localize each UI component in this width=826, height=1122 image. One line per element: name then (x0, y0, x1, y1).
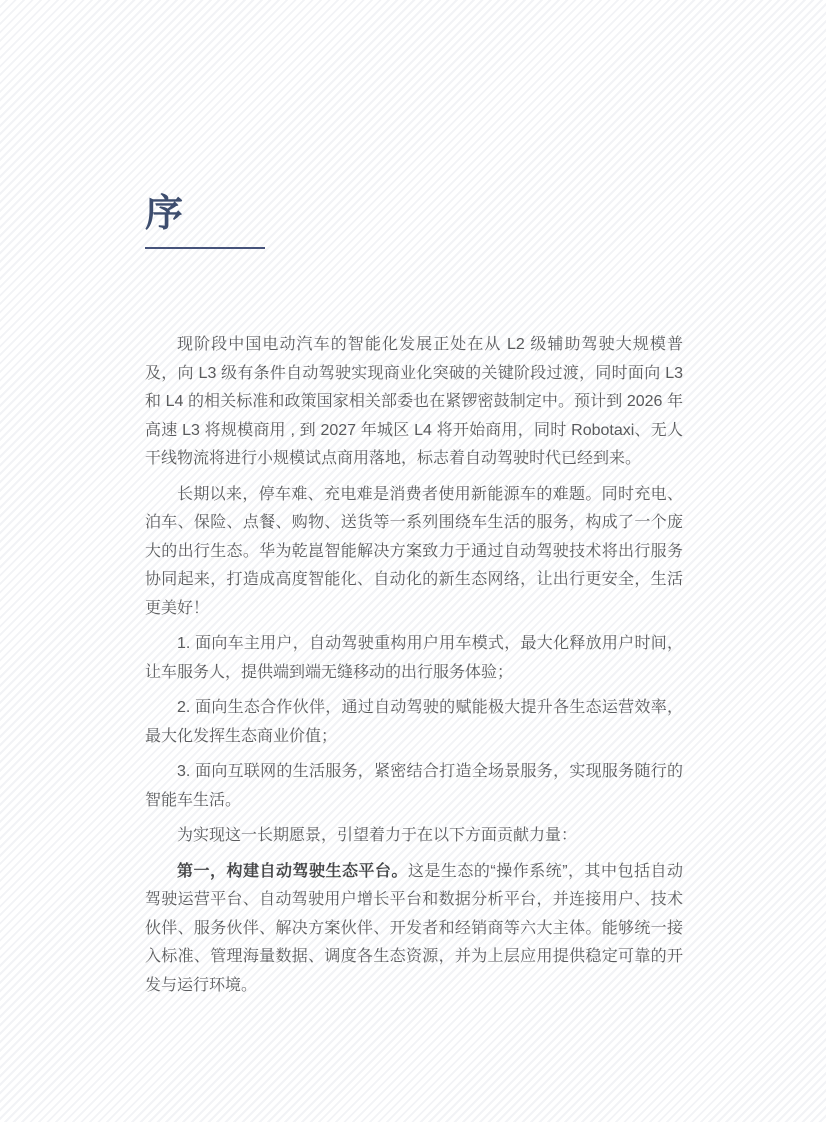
paragraph-ecosystem: 长期以来，停车难、充电难是消费者使用新能源车的难题。同时充电、泊车、保险、点餐、购物、送货等一系列围绕车生活的服务，构成了一个庞大的出行生态。华为乾崑智能解决方案致力于通过自动驾驶技术将出行服务协同起来，打造成高度智能化、自动化的新生态网络，让出行更安全，生活更美好！ (145, 485, 683, 617)
paragraph-first-point-lead: 第一，构建自动驾驶生态平台。 (177, 862, 408, 880)
paragraph-first-point (145, 858, 683, 1001)
paragraph-first-point-rest: 这是生态的“操作系统”，其中包括自动驾驶运营平台、自动驾驶用户增长平台和数据分析平台，并连接用户、技术伙伴、服务伙伴、解决方案伙伴、开发者和经销商等六大主体。能够统一接入标准、管理海量数据、调度各生态资源，并为上层应用提供稳定可靠的开发与运行环境。 (145, 862, 683, 994)
list-item-2: 2. 面向生态合作伙伴，通过自动驾驶的赋能极大提升各生态运营效率，最大化发挥生态商业价值； (145, 699, 683, 745)
page-title: 序 (145, 193, 185, 235)
paragraph-intro: 现阶段中国电动汽车的智能化发展正处在从 L2 级辅助驾驶大规模普及，向 L3 级有条件自动驾驶实现商业化突破的关键阶段过渡，同时面向 L3 和 L4 的相关标准和政策国家相关部委也在紧锣密鼓制定中。预计到 2026 年高速 L3 将规模商用 , 到 2027 年城区 L4 将开始商用，同时 Robotaxi、无人干线物流将进行小规模试点商用落地，标志着自动驾驶时代已经到来。 (145, 336, 683, 467)
paragraph-vision: 为实现这一长期愿景，引望着力于在以下方面贡献力量： (177, 827, 578, 844)
list-item-3: 3. 面向互联网的生活服务，紧密结合打造全场景服务，实现服务随行的智能车生活。 (145, 763, 683, 809)
section-title-block (145, 194, 265, 249)
list-item-1: 1. 面向车主用户，自动驾驶重构用户用车模式，最大化释放用户时间，让车服务人，提供端到端无缝移动的出行服务体验； (145, 635, 683, 681)
body-text-block (145, 331, 683, 1000)
title-underline-divider (145, 247, 265, 249)
